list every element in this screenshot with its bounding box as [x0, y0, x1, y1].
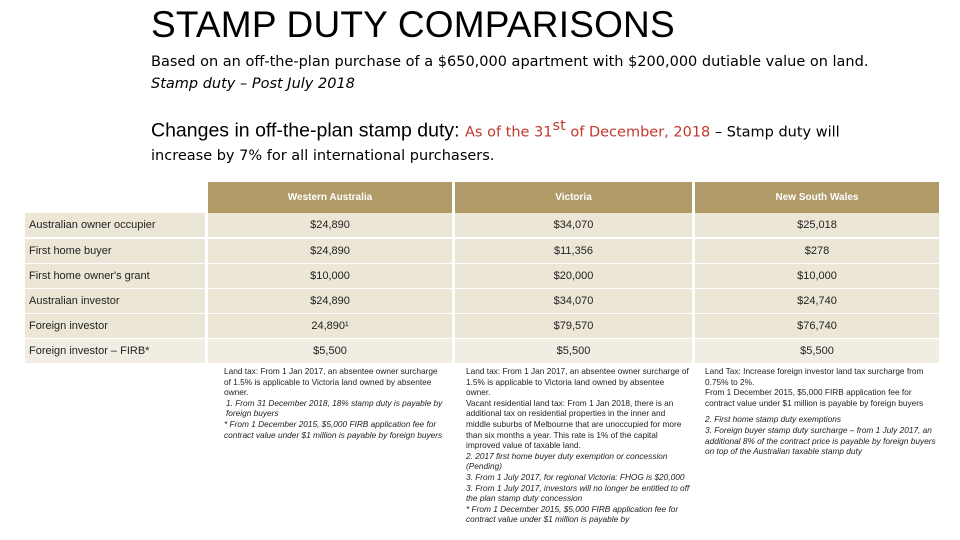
note-text: 3. From 1 July 2017, for regional Victoria: FHOG is $20,000 [466, 471, 685, 482]
header-victoria: Victoria [455, 182, 692, 213]
value-vic: $20,000 [455, 264, 692, 288]
header-western-australia: Western Australia [208, 182, 452, 213]
changes-paragraph [151, 114, 871, 168]
note-text: 1. From 31 December 2018, 18% stamp duty is payable by foreign buyers [226, 397, 443, 419]
note-text: 3. From 1 July 2017, investors will no longer be entitled to off the plan stamp duty concession [466, 482, 690, 504]
table-row [25, 289, 939, 313]
note-text: Vacant residential land tax: From 1 Jan 2018, there is an additional tax on residential properties in the inner and middle suburbs of Melbourne that are unoccupied for more than six months a year. This rate is 1% of the capital improved value of taxable land. [466, 397, 682, 451]
note-text: 2. 2017 first home buyer duty exemption or concession (Pending) [466, 450, 668, 472]
notes-western-australia [224, 366, 446, 440]
row-label: Australian owner occupier [25, 213, 205, 237]
note-text: Land Tax: Increase foreign investor land tax surcharge from 0.75% to 2%. [705, 366, 924, 387]
notes-victoria [466, 366, 690, 525]
table-row [25, 314, 939, 338]
note-text: 2. First home stamp duty exemptions [705, 414, 842, 425]
table-row [25, 239, 939, 263]
table-row [25, 339, 939, 363]
notes-new-south-wales [705, 366, 939, 457]
row-label: First home owner's grant [25, 264, 205, 288]
subtitle-period: Stamp duty – Post July 2018 [151, 76, 355, 92]
note-text: 3. Foreign buyer stamp duty surcharge – from 1 July 2017, an additional 8% of the contract price is payable by foreign buyers on top of the Australian taxable stamp duty [705, 424, 936, 457]
row-label: First home buyer [25, 239, 205, 263]
note-text: From 1 December 2015, $5,000 FIRB application fee for contract value under $1 million is payable by foreign buyers [705, 387, 924, 408]
note-text: Land tax: From 1 Jan 2017, an absentee owner surcharge of 1.5% is applicable to Victoria land owned by absentee owner. [466, 366, 689, 398]
value-wa: $5,500 [208, 339, 452, 363]
value-vic: $11,356 [455, 239, 692, 263]
value-nsw: $76,740 [695, 314, 939, 338]
table-row [25, 264, 939, 288]
changes-highlight-b: of December, 2018 [565, 124, 715, 141]
table-row [25, 213, 939, 237]
value-vic: $5,500 [455, 339, 692, 363]
value-wa: $24,890 [208, 289, 452, 313]
value-nsw: $25,018 [695, 213, 939, 237]
value-wa: $24,890 [208, 213, 452, 237]
page-title: STAMP DUTY COMPARISONS [151, 4, 675, 45]
value-nsw: $278 [695, 239, 939, 263]
changes-highlight-a: As of the 31 [465, 124, 553, 141]
value-wa: $10,000 [208, 264, 452, 288]
value-wa: $24,890 [208, 239, 452, 263]
value-nsw: $10,000 [695, 264, 939, 288]
changes-lead: Changes in off-the-plan stamp duty: [151, 119, 465, 142]
value-nsw: $24,740 [695, 289, 939, 313]
note-text: * From 1 December 2015, $5,000 FIRB application fee for contract value under $1 million is payable by [466, 503, 679, 525]
note-text: Land tax: From 1 Jan 2017, an absentee owner surcharge of 1.5% is applicable to Victoria land owned by absentee owner. [224, 366, 438, 398]
stamp-duty-table [25, 182, 939, 364]
changes-rest: – Stamp duty will increase by 7% for all international purchasers. [151, 124, 840, 165]
value-wa: 24,890¹ [208, 314, 452, 338]
value-nsw: $5,500 [695, 339, 939, 363]
value-vic: $34,070 [455, 289, 692, 313]
header-new-south-wales: New South Wales [695, 182, 939, 213]
row-label: Australian investor [25, 289, 205, 313]
row-label: Foreign investor [25, 314, 205, 338]
changes-highlight-sup: st [552, 118, 566, 134]
note-text: * From 1 December 2015, $5,000 FIRB application fee for contract value under $1 million is payable by foreign buyers [224, 418, 443, 440]
row-label: Foreign investor – FIRB* [25, 339, 205, 363]
value-vic: $79,570 [455, 314, 692, 338]
subtitle: Based on an off-the-plan purchase of a $650,000 apartment with $200,000 dutiable value on land. [151, 54, 869, 70]
value-vic: $34,070 [455, 213, 692, 237]
